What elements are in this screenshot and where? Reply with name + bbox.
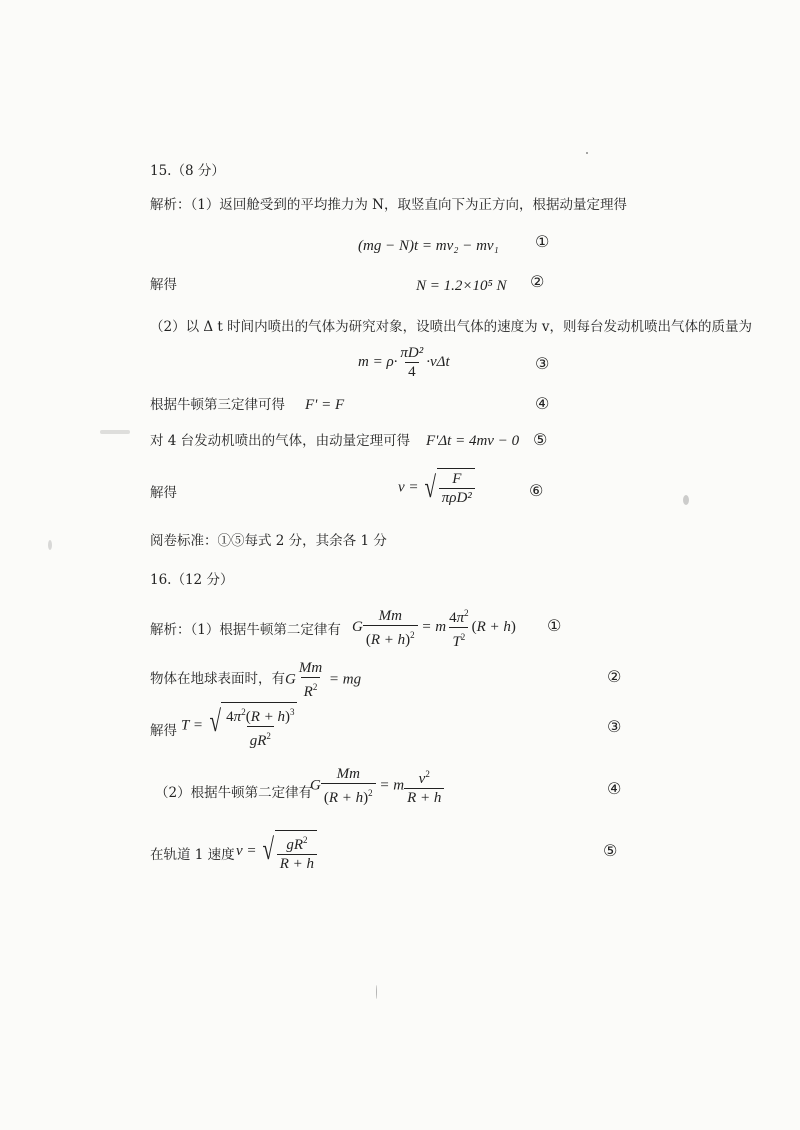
q15-momentum: 对 4 台发动机喷出的气体，由动量定理可得 — [150, 433, 411, 449]
q16-intro: 解析：（1）根据牛顿第二定律有 — [150, 622, 341, 638]
q16-eq3: T = √ $\frac{4\pi^2(R + h)^3}{gR^2}$ — [181, 702, 297, 750]
marker-3-q16: ③ — [607, 717, 622, 736]
q15-header: 15.（8 分） — [150, 163, 225, 179]
q16-eq1: G $\frac{Mm}{(R + h)^2}$ = m $\frac{4\pi^2}{T^2}$ (R + h) — [352, 607, 516, 650]
q16-orbit: 在轨道 1 速度 — [150, 847, 235, 863]
marker-2: ② — [530, 272, 545, 291]
q16-header: 16.（12 分） — [150, 572, 234, 588]
scan-speck — [586, 152, 588, 154]
marker-2-q16: ② — [607, 667, 622, 686]
marker-3: ③ — [535, 354, 550, 373]
q15-eq6: v = √ $\frac{F}{\text{πρD²}}$ — [398, 468, 475, 508]
q15-intro: 解析：（1）返回舱受到的平均推力为 N，取竖直向下为正方向，根据动量定理得 — [150, 197, 627, 213]
q16-eq2: G $\frac{Mm}{R^2}$ = mg — [285, 660, 362, 700]
q16-eq4: G $\frac{Mm}{(R + h)^2}$ = m $\frac{v^2}{R + h}$ — [310, 765, 444, 807]
q15-eq1: (mg − N)t = mv₂ − mv₁ — [358, 238, 499, 254]
marker-4-q16: ④ — [607, 779, 622, 798]
q15-eq4: F' = F — [305, 397, 345, 413]
scan-smudge — [48, 540, 52, 550]
q15-part2: （2）以 Δ t 时间内喷出的气体为研究对象，设喷出气体的速度为 v，则每台发动机喷出气体的质量为 — [150, 319, 753, 335]
q16-eq5: v = √ $\frac{gR^2}{R + h}$ — [236, 830, 317, 873]
q15-eq5: F'Δt = 4mv − 0 — [426, 433, 520, 449]
q15-solve-label-2: 解得 — [150, 485, 177, 501]
q15-eq2: N = 1.2×10⁵ N — [416, 278, 507, 294]
marker-4: ④ — [535, 394, 550, 413]
q15-eq3: m = ρ· $\frac{\text{πD²}}{4}$ ·vΔt — [358, 345, 450, 380]
q16-solve: 解得 — [150, 723, 177, 739]
q15-newton3: 根据牛顿第三定律可得 — [150, 397, 285, 413]
scan-speck — [376, 985, 377, 999]
marker-5-q16: ⑤ — [603, 841, 618, 860]
q15-solve-label: 解得 — [150, 277, 177, 293]
marker-1-q16: ① — [547, 616, 562, 635]
marker-5: ⑤ — [533, 430, 548, 449]
q16-surface: 物体在地球表面时，有 — [150, 671, 285, 687]
scan-smudge — [100, 430, 130, 434]
scan-smudge — [683, 495, 689, 505]
marker-6: ⑥ — [529, 481, 544, 500]
q16-part2: （2）根据牛顿第二定律有 — [155, 785, 313, 801]
q15-grading: 阅卷标准：①⑤每式 2 分，其余各 1 分 — [150, 533, 387, 549]
marker-1: ① — [535, 232, 550, 251]
